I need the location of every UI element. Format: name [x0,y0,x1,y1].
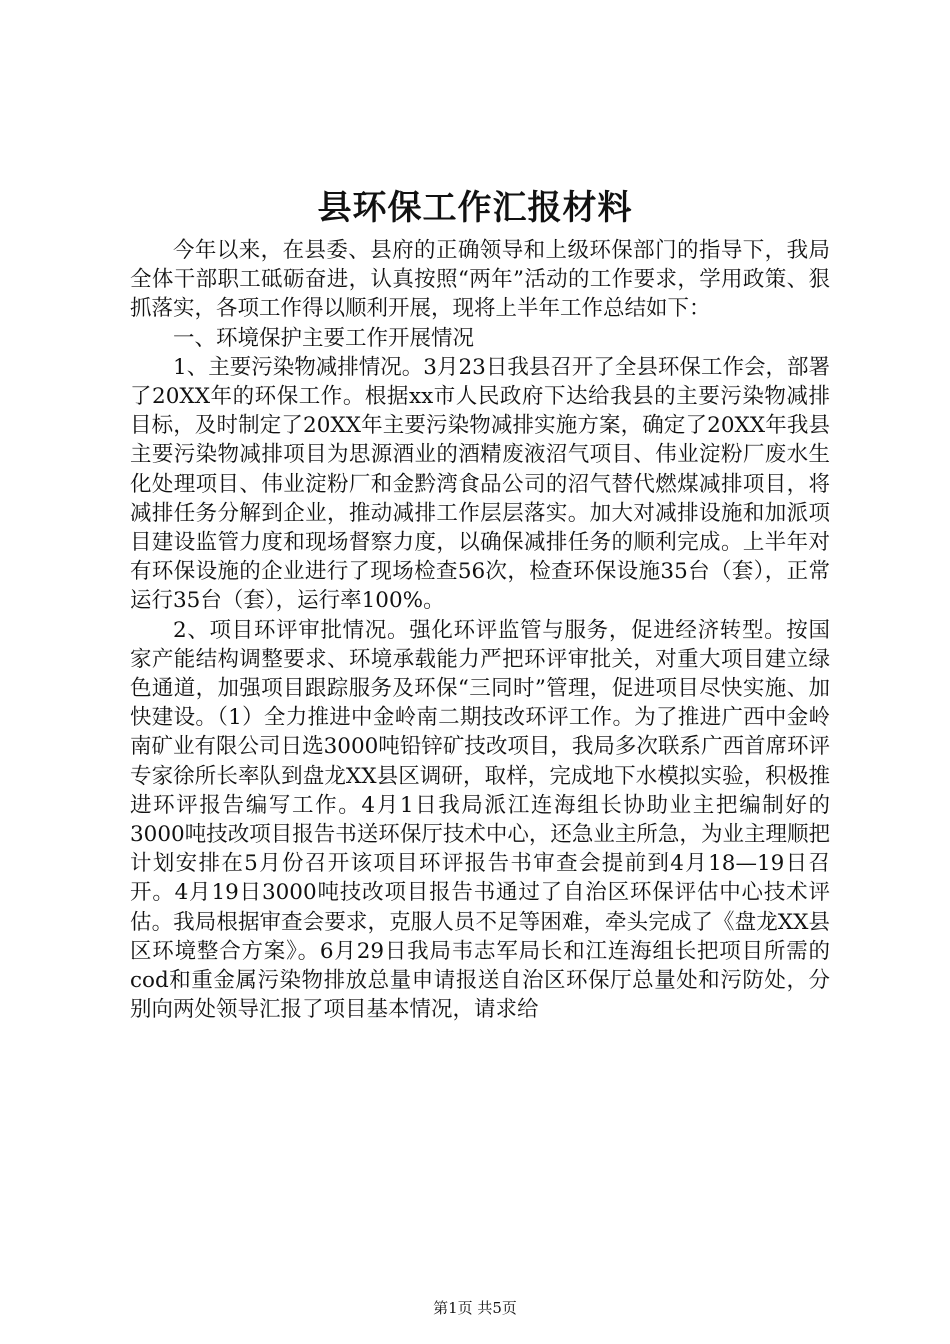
paragraph-emission-reduction: 1、主要污染物减排情况。3月23日我县召开了全县环保工作会，部署了20XX年的环保工作。根据xx市人民政府下达给我县的主要污染物减排目标，及时制定了20XX年主要污染物减排实施方案，确定了20XX年我县主要污染物减排项目为思源酒业的酒精废液沼气项目、伟业淀粉厂废水生化处理项目、伟业淀粉厂和金黔湾食品公司的沼气替代燃煤减排项目，将减排任务分解到企业，推动减排工作层层落实。加大对减排设施和加派项目建设监管力度和现场督察力度，以确保减排任务的顺利完成。上半年对有环保设施的企业进行了现场检查56次，检查环保设施35台（套），正常运行35台（套），运行率100%。 [130,354,830,614]
paragraph-intro: 今年以来，在县委、县府的正确领导和上级环保部门的指导下，我局全体干部职工砥砺奋进，认真按照“两年”活动的工作要求，学用政策、狠抓落实，各项工作得以顺利开展，现将上半年工作总结如下： [130,238,830,322]
paragraph-project-eia: 2、项目环评审批情况。强化环评监管与服务，促进经济转型。按国家产能结构调整要求、环境承载能力严把环评审批关，对重大项目建立绿色通道，加强项目跟踪服务及环保“三同时”管理，促进项目尽快实施、加快建设。（1）全力推进中金岭南二期技改环评工作。为了推进广西中金岭南矿业有限公司日选3000吨铅锌矿技改项目，我局多次联系广西首席环评专家徐所长率队到盘龙XX县区调研，取样，完成地下水模拟实验，积极推进环评报告编写工作。4月1日我局派江连海组长协助业主把编制好的3000吨技改项目报告书送环保厅技术中心，还急业主所急，为业主理顺把计划安排在5月份召开该项目环评报告书审查会提前到4月18—19日召开。4月19日3000吨技改项目报告书通过了自治区环保评估中心技术评估。我局根据审查会要求，克服人员不足等困难，牵头完成了《盘龙XX县区环境整合方案》。6月29日我局韦志军局长和江连海组长把项目所需的cod和重金属污染物排放总量申请报送自治区环保厅总量处和污防处，分别向两处领导汇报了项目基本情况，请求给 [130,617,830,1023]
document-body [130,236,830,1024]
section-heading: 一、环境保护主要工作开展情况 [173,325,475,351]
page-footer: 第1页 共5页 [433,1299,517,1317]
document-title: 县环保工作汇报材料 [317,188,633,228]
